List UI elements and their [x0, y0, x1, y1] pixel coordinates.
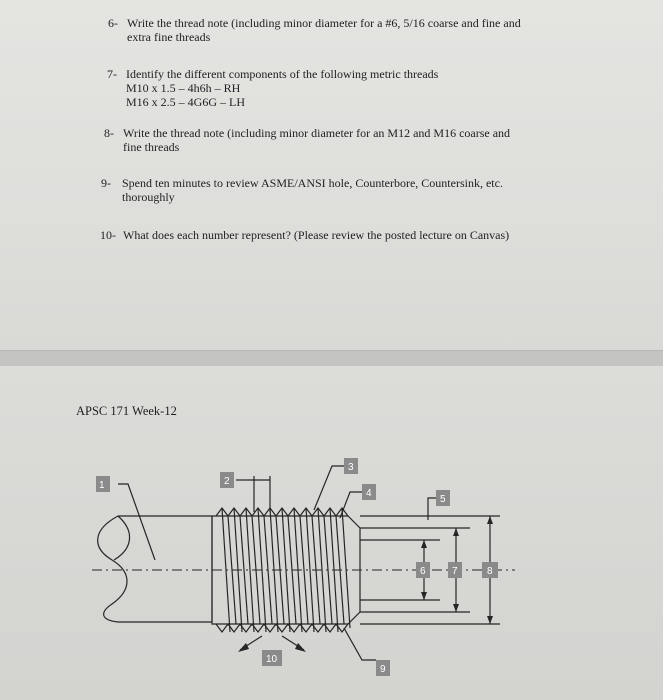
callout-number: 8 [487, 566, 493, 577]
callout-number: 2 [224, 476, 230, 487]
question-number: 9- [101, 176, 111, 190]
question-number: 6- [108, 16, 118, 30]
question-text-line: fine threads [123, 140, 180, 154]
leader-3 [314, 466, 344, 510]
callout-number: 5 [440, 494, 446, 505]
question-text-line: thoroughly [122, 190, 175, 204]
callout-5 [436, 490, 450, 506]
callout-6 [416, 562, 430, 578]
question-number: 7- [107, 67, 117, 81]
callout-number: 9 [380, 664, 386, 675]
thread-spec-line: M10 x 1.5 – 4h6h – RH [126, 81, 241, 95]
thread-spec-line: M16 x 2.5 – 4G6G – LH [126, 95, 245, 109]
leader-5 [428, 498, 436, 520]
callout-1 [96, 476, 110, 492]
leader-9 [344, 628, 376, 660]
callout-number: 7 [452, 566, 458, 577]
callout-9 [376, 660, 390, 676]
callout-2 [220, 472, 234, 488]
shaft-break-curve [98, 516, 127, 622]
question-text-line: What does each number represent? (Please review the posted lecture on Canvas) [123, 228, 510, 242]
question-number: 8- [104, 126, 114, 140]
callout-10 [262, 650, 282, 666]
callout-number: 3 [348, 462, 354, 473]
callout-number: 6 [420, 566, 426, 577]
callout-number: 4 [366, 488, 372, 499]
course-week-label: APSC 171 Week-12 [76, 404, 177, 418]
callout-3 [344, 458, 358, 474]
callout-8 [482, 562, 498, 578]
shaft-break-inner [114, 516, 130, 560]
question-text-line: Write the thread note (including minor diameter for an M12 and M16 coarse and [123, 126, 511, 140]
callout-4 [362, 484, 376, 500]
question-text-line: Identify the different components of the following metric threads [126, 67, 439, 81]
callout-number: 1 [99, 480, 105, 491]
question-text-line: Spend ten minutes to review ASME/ANSI hole, Counterbore, Countersink, etc. [122, 176, 503, 190]
callout-number: 10 [266, 654, 278, 665]
question-number: 10- [100, 228, 116, 242]
question-text-line: Write the thread note (including minor diameter for a #6, 5/16 coarse and fine and [127, 16, 521, 30]
thread-crests-bottom [216, 624, 348, 632]
leader-4 [340, 492, 362, 518]
question-text-line: extra fine threads [127, 30, 211, 44]
callout-7 [448, 562, 462, 578]
